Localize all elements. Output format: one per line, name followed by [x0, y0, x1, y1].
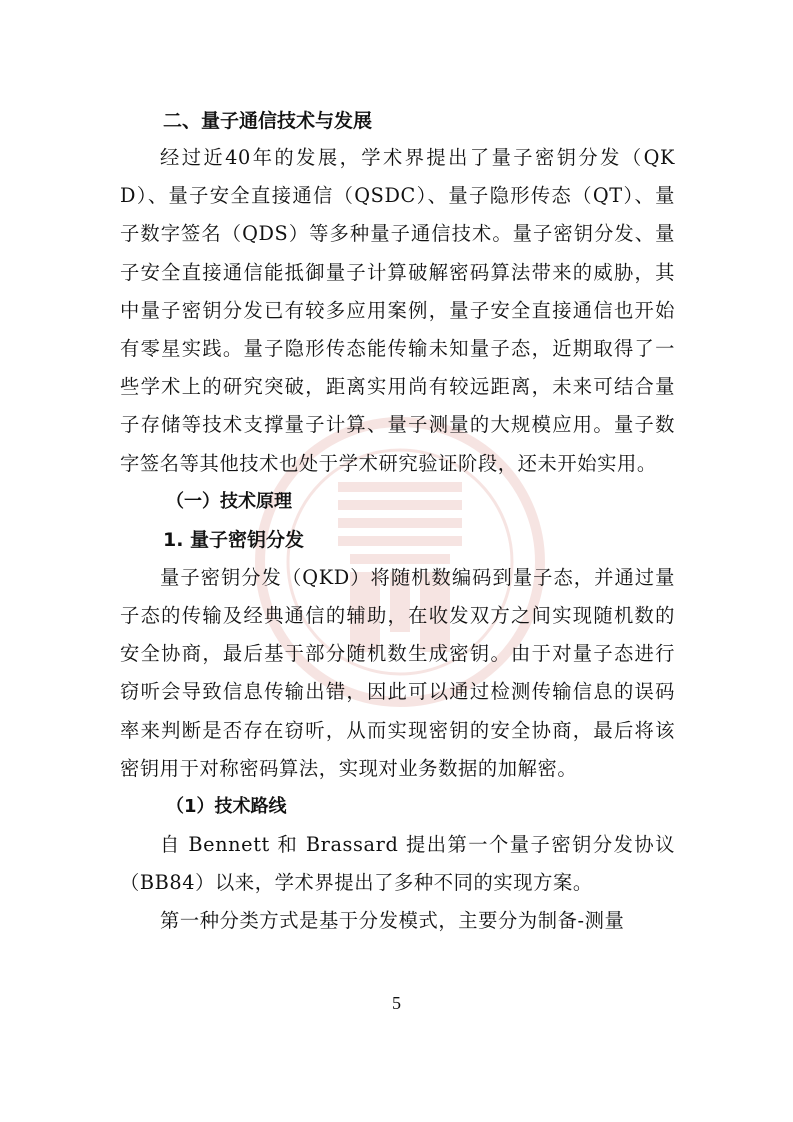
route-heading: （1）技术路线 [166, 796, 287, 818]
intro-paragraph: 经过近40年的发展，学术界提出了量子密钥分发（QKD）、量子安全直接通信（QSDC）、量子隐形传态（QT）、量子数字签名（QDS）等多种量子通信技术。量子密钥分发、量子安全直接通信能抵御量子计算破解密码算法带来的威胁，其中量子密钥分发已有较多应用案例，量子安全直接通信也开始有零星实践。量子隐形传态能传输未知量子态，近期取得了一些学术上的研究突破，距离实用尚有较远距离，未来可结合量子存储等技术支撑量子计算、量子测量的大规模应用。量子数字签名等其他技术也处于学术研究验证阶段，还未开始实用。 [120, 146, 675, 475]
section-heading: 二、量子通信技术与发展 [163, 110, 373, 132]
page-number: 5 [392, 993, 401, 1013]
classification-paragraph: 第一种分类方式是基于分发模式，主要分为制备-测量 [160, 909, 625, 933]
subsubsection-heading: 1. 量子密钥分发 [163, 528, 305, 551]
bb84-paragraph: 自 Bennett 和 Brassard 提出第一个量子密钥分发协议（BB84）以来，学术界提出了多种不同的实现方案。 [120, 833, 675, 895]
subsection-heading: （一）技术原理 [166, 490, 292, 512]
document-body [120, 103, 675, 941]
qkd-paragraph: 量子密钥分发（QKD）将随机数编码到量子态，并通过量子态的传输及经典通信的辅助，在收发双方之间实现随机数的安全协商，最后基于部分随机数生成密钥。由于对量子态进行窃听会导致信息传输出错，因此可以通过检测传输信息的误码率来判断是否存在窃听，从而实现密钥的安全协商，最后将该密钥用于对称密码算法，实现对业务数据的加解密。 [120, 565, 675, 780]
